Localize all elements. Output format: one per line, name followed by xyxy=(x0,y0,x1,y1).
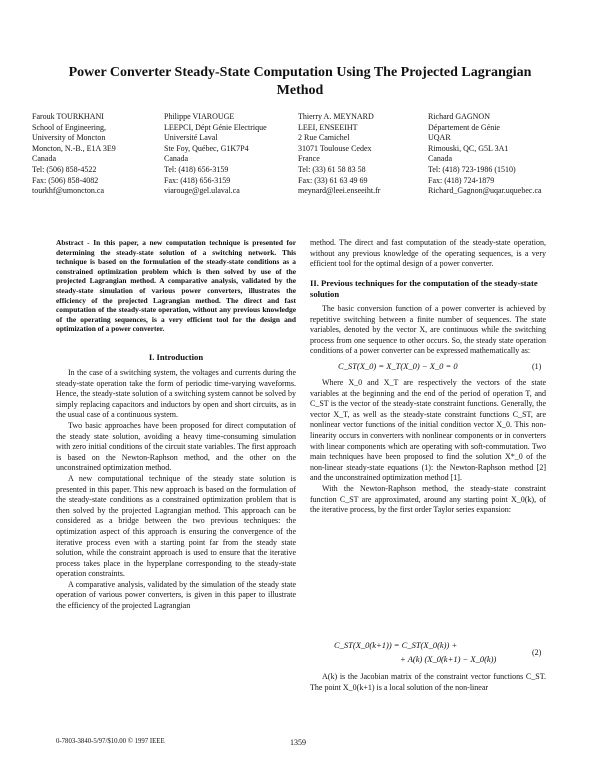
equation-2-line-2: + A(k) (X_0(k+1) − X_0(k)) xyxy=(400,654,497,664)
author-line: Canada xyxy=(32,154,56,164)
author-line: LEEI, ENSEEIHT xyxy=(298,122,358,132)
author-line: Tel: (33) 61 58 83 58 xyxy=(298,164,366,174)
abstract: Abstract - In this paper, a new computation technique is presented for determining the steady-state solution of a switching network. This technique is based on the formulation of the steady-state conditions as a constrained optimization problem which is then solved by use of the projected Lagrangian method. A comparative analysis, validated by the steady-state simulation of various power converters, illustrates the efficiency of the projected Lagrangian method. The direct and fast computation of the steady-state operation, without any previous knowledge of the operating sequences, is a very efficient tool for the design and optimization of a power converter. xyxy=(56,238,296,334)
page-number: 1359 xyxy=(290,738,306,747)
equation-2-number: (2) xyxy=(532,648,542,657)
author-2 xyxy=(164,112,267,197)
paragraph: With the Newton-Raphson method, the steady-state constraint function C_ST are approximated, around any starting point X_0(k), of the iterative process, by the first order Taylor series expansion: xyxy=(310,483,546,515)
author-line: Université Laval xyxy=(164,133,218,143)
section-2-paragraph-2 xyxy=(310,378,546,516)
paper-title: Power Converter Steady-State Computation Using The Projected Lagrangian Method xyxy=(68,65,532,98)
author-line: Canada xyxy=(164,154,188,164)
paragraph: Where X_0 and X_T are respectively the vectors of the state variables at the beginning and the end of the period of operation T, and C_ST is the vector of the steady-state constraint functions. Generally, the vector X_T, as well as the steady-state constraint functions C_ST, are nonlinear vector functions of the initial condition vector X_0. This non-linearity occurs in converters with nonlinear components or in converters with linear components which are operating with soft-commutation. Two main techniques have been proposed to find the solution X*_0 of the non-linear steady-state equations (1): the Newton-Raphson method [2] and the unconstrained optimization method [1]. xyxy=(310,378,546,483)
author-line: Fax: (418) 656-3159 xyxy=(164,175,231,185)
author-line: Fax: (418) 724-1879 xyxy=(428,175,495,185)
author-line: Ste Foy, Québec, G1K7P4 xyxy=(164,143,249,153)
author-line: Tel: (418) 656-3159 xyxy=(164,164,229,174)
author-line: LEEPCI, Dépt Génie Electrique xyxy=(164,122,267,132)
author-line: Fax: (33) 61 63 49 69 xyxy=(298,175,368,185)
paragraph: The basic conversion function of a power converter is achieved by repetitive switching between a finite number of sequences. The state variables, denoted by the vector X, are continuous while the switching process from one sequence to other occurs. So, the steady state operation conditions of a power converter can be expressed mathematically as: xyxy=(310,304,546,356)
author-line: Fax: (506) 858-4082 xyxy=(32,175,99,185)
author-line: France xyxy=(298,154,320,164)
copyright-line: 0-7803-3840-5/97/$10.00 © 1997 IEEE xyxy=(56,738,165,745)
paragraph: Two basic approaches have been proposed for direct computation of the steady state solution, avoiding a heavy time-consuming simulation with zero initial conditions of the circuit state variables. The first approach is based on the Newton-Raphson method, and the other on the unconstrained optimization method. xyxy=(56,420,296,473)
section-1-heading: I. Introduction xyxy=(148,352,204,362)
paragraph: A new computational technique of the steady state solution is presented in this paper. This new approach is based on the formulation of the steady-state conditions as a constrained optimization problem that is then solved by the projected Lagrangian method. This approach can be considered as a bridge between the two previous techniques: the optimization aspect of this approach is ensuring the convergence of the iterative process even with a starting point far from the steady state solution, while the constraint approach is used to ensure that the iterative process takes place in the hyperplane corresponding to the steady-state operation constraints. xyxy=(56,473,296,579)
author-line: School of Engineering, xyxy=(32,122,106,132)
paragraph: A comparative analysis, validated by the simulation of the steady state operation of various power converters, is given in this paper to illustrate the efficiency of the projected Lagrangian xyxy=(56,579,296,611)
author-name: Thierry A. MEYNARD xyxy=(298,112,374,121)
author-line: 2 Rue Camichel xyxy=(298,133,350,143)
author-line: Tel: (418) 723-1986 (1510) xyxy=(428,164,516,174)
author-line: Canada xyxy=(428,154,452,164)
paragraph: A(k) is the Jacobian matrix of the constraint vector functions C_ST. The point X_0(k+1) is a local solution of the non-linear xyxy=(310,672,546,692)
author-email: meynard@leei.enseeiht.fr xyxy=(298,186,381,196)
section-2-paragraph-1 xyxy=(310,304,546,357)
author-line: UQAR xyxy=(428,133,451,143)
section-2-paragraph-3 xyxy=(310,672,546,693)
author-block xyxy=(32,112,588,196)
author-3 xyxy=(298,112,380,197)
author-email: tourkhf@umoncton.ca xyxy=(32,186,105,196)
paragraph: In the case of a switching system, the voltages and currents during the steady-state operation take the form of periodic time-varying waveforms. Hence, the steady-state solution of a switching system cannot be solved by simply replacing capacitors and inductors by open and short circuits, as in the usual case of a continuous system. xyxy=(56,368,296,420)
author-email: viarouge@gel.ulaval.ca xyxy=(164,186,240,196)
author-line: Département de Génie xyxy=(428,122,500,132)
author-line: Moncton, N.-B., E1A 3E9 xyxy=(32,143,116,153)
author-line: Rimouski, QC, G5L 3A1 xyxy=(428,143,509,153)
section-1-body xyxy=(56,368,296,612)
author-line: University of Moncton xyxy=(32,133,106,143)
author-4 xyxy=(428,112,542,197)
author-name: Farouk TOURKHANI xyxy=(32,112,104,121)
section-2-heading: II. Previous techniques for the computation of the steady-state solution xyxy=(310,278,538,299)
author-line: 31071 Toulouse Cedex xyxy=(298,143,372,153)
author-line: Tel: (506) 858-4522 xyxy=(32,164,97,174)
equation-2-line-1: C_ST(X_0(k+1)) = C_ST(X_0(k)) + xyxy=(334,640,458,650)
author-1 xyxy=(32,112,116,197)
author-name: Richard GAGNON xyxy=(428,112,490,121)
equation-1: C_ST(X_0) = X_T(X_0) − X_0 = 0 xyxy=(338,361,458,371)
equation-1-number: (1) xyxy=(532,362,542,371)
author-email: Richard_Gagnon@uqar.uquebec.ca xyxy=(428,186,542,196)
intro-continuation xyxy=(310,238,546,270)
paragraph: method. The direct and fast computation of the steady-state operation, without any previous knowledge of the operating sequences, is a very efficient tool for the optimal design of a power converter. xyxy=(310,238,546,269)
author-name: Philippe VIAROUGE xyxy=(164,112,235,121)
